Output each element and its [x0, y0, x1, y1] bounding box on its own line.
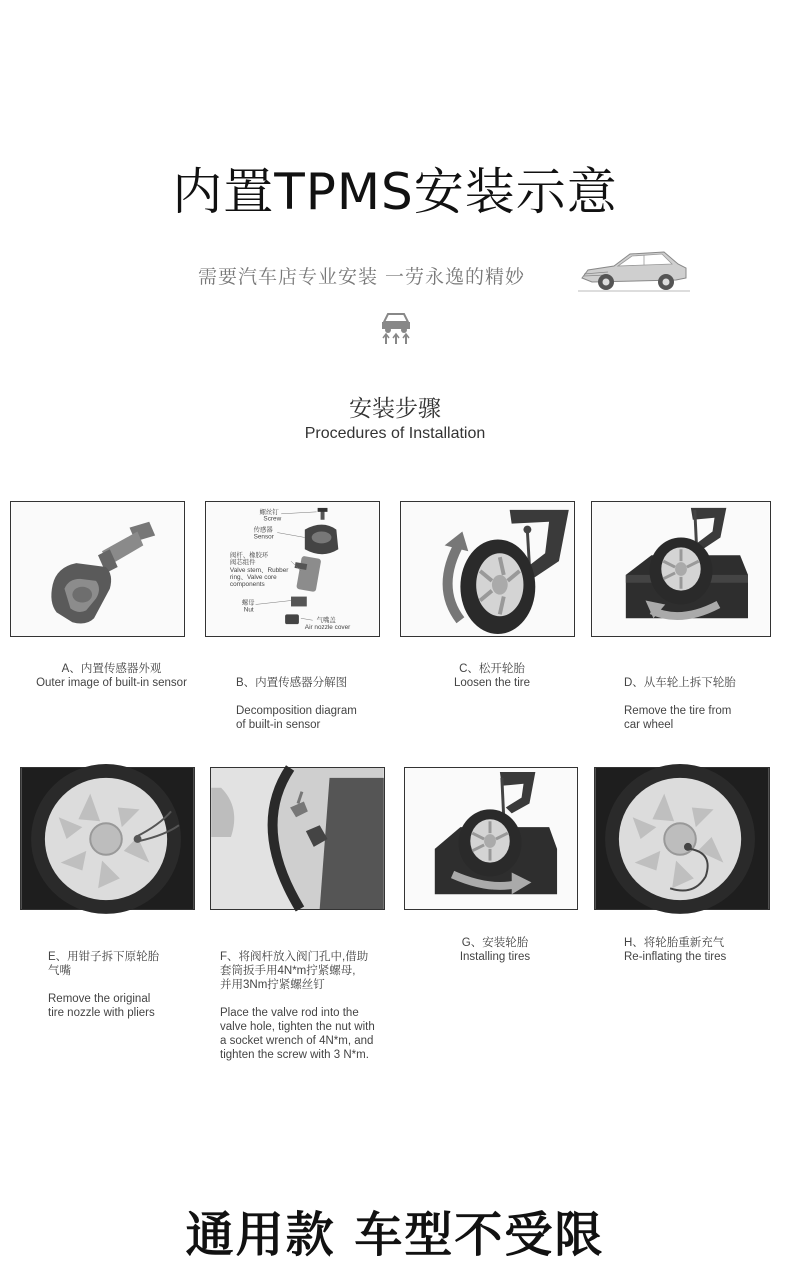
step-b-image: [205, 501, 380, 637]
step-h-image: [594, 767, 770, 910]
step-a-cn: A、内置传感器外观: [61, 663, 162, 675]
label-nut-en: Nut: [243, 606, 254, 614]
car-silhouette-icon: [578, 248, 690, 298]
sensor-exploded-diagram: [206, 502, 379, 636]
section-title-universal: 通用款 车型不受限: [185, 1207, 605, 1263]
reinflating-tire: [595, 768, 769, 909]
step-d-cn: D、从车轮上拆下轮胎: [624, 677, 736, 689]
step-g-en: Installing tires: [459, 951, 531, 963]
step-f-en: Place the valve rod into the valve hole, tighten the nut with a socket wrench of 4N*m, and tighten the screw with 3 N*m.: [220, 1007, 375, 1061]
step-a-image: [10, 501, 185, 637]
step-d-image: [591, 501, 771, 637]
step-b-en: Decomposition diagram of built-in sensor: [236, 705, 357, 731]
step-h-en: Re-inflating the tires: [624, 951, 727, 963]
remove-nozzle-pliers: [21, 768, 194, 909]
procedure-title-en: Procedures of Installation: [304, 425, 486, 442]
label-cover-cn: 气嘴盖: [316, 617, 336, 625]
step-a-en: Outer image of built-in sensor: [36, 677, 187, 689]
label-valve-cn1: 阀杆、橡胶环: [229, 552, 269, 560]
label-screw-cn: 螺丝钉: [259, 508, 279, 516]
tire-changer-loosen: [401, 502, 574, 636]
step-c-en: Loosen the tire: [453, 677, 531, 689]
step-g-caption: [445, 936, 545, 964]
step-e-image: [20, 767, 195, 910]
label-valve-en1: Valve stem、Rubber: [229, 566, 289, 574]
step-g-cn: G、安装轮胎: [461, 937, 529, 949]
step-c-image: [400, 501, 575, 637]
label-nut-cn: 螺母: [241, 599, 255, 607]
step-f-image: [210, 767, 385, 910]
page-title: 内置TPMS安装示意: [172, 163, 618, 221]
label-sensor-cn: 传感器: [253, 526, 273, 534]
step-d-caption: [624, 662, 764, 746]
step-e-en: Remove the original tire nozzle with pliers: [48, 993, 155, 1019]
slogan: 需要汽车店专业安装 一劳永逸的精妙: [198, 266, 526, 288]
step-c-cn: C、松开轮胎: [459, 663, 525, 675]
step-f-caption: [220, 936, 405, 1076]
step-h-caption: [624, 936, 764, 964]
install-valve-rod: [211, 768, 384, 909]
step-e-cn: E、用钳子拆下原轮胎 气嘴: [48, 951, 160, 977]
step-b-cn: B、内置传感器分解图: [236, 677, 348, 689]
tire-removal: [592, 502, 770, 636]
step-e-caption: [48, 936, 198, 1034]
step-c-caption: [442, 662, 542, 690]
car-lift-icon: [380, 310, 412, 346]
label-valve-en3: components: [229, 580, 265, 588]
installing-tire: [405, 768, 577, 909]
label-sensor-en: Sensor: [253, 533, 274, 541]
step-d-en: Remove the tire from car wheel: [624, 705, 732, 731]
step-a-caption: [24, 662, 199, 690]
label-valve-en2: ring、Valve core: [229, 573, 277, 581]
procedure-title-cn: 安装步骤: [349, 396, 441, 422]
step-f-cn: F、将阀杆放入阀门孔中,借助 套筒扳手用4N*m拧紧螺母, 并用3Nm拧紧螺丝钉: [220, 951, 369, 991]
step-g-image: [404, 767, 578, 910]
step-h-cn: H、将轮胎重新充气: [624, 937, 725, 949]
label-cover-en: Air nozzle cover: [304, 624, 351, 632]
label-screw-en: Screw: [263, 515, 282, 523]
step-b-caption: [236, 662, 406, 746]
label-valve-cn2: 阀芯组件: [229, 559, 256, 567]
tpms-sensor-icon: [11, 502, 184, 636]
